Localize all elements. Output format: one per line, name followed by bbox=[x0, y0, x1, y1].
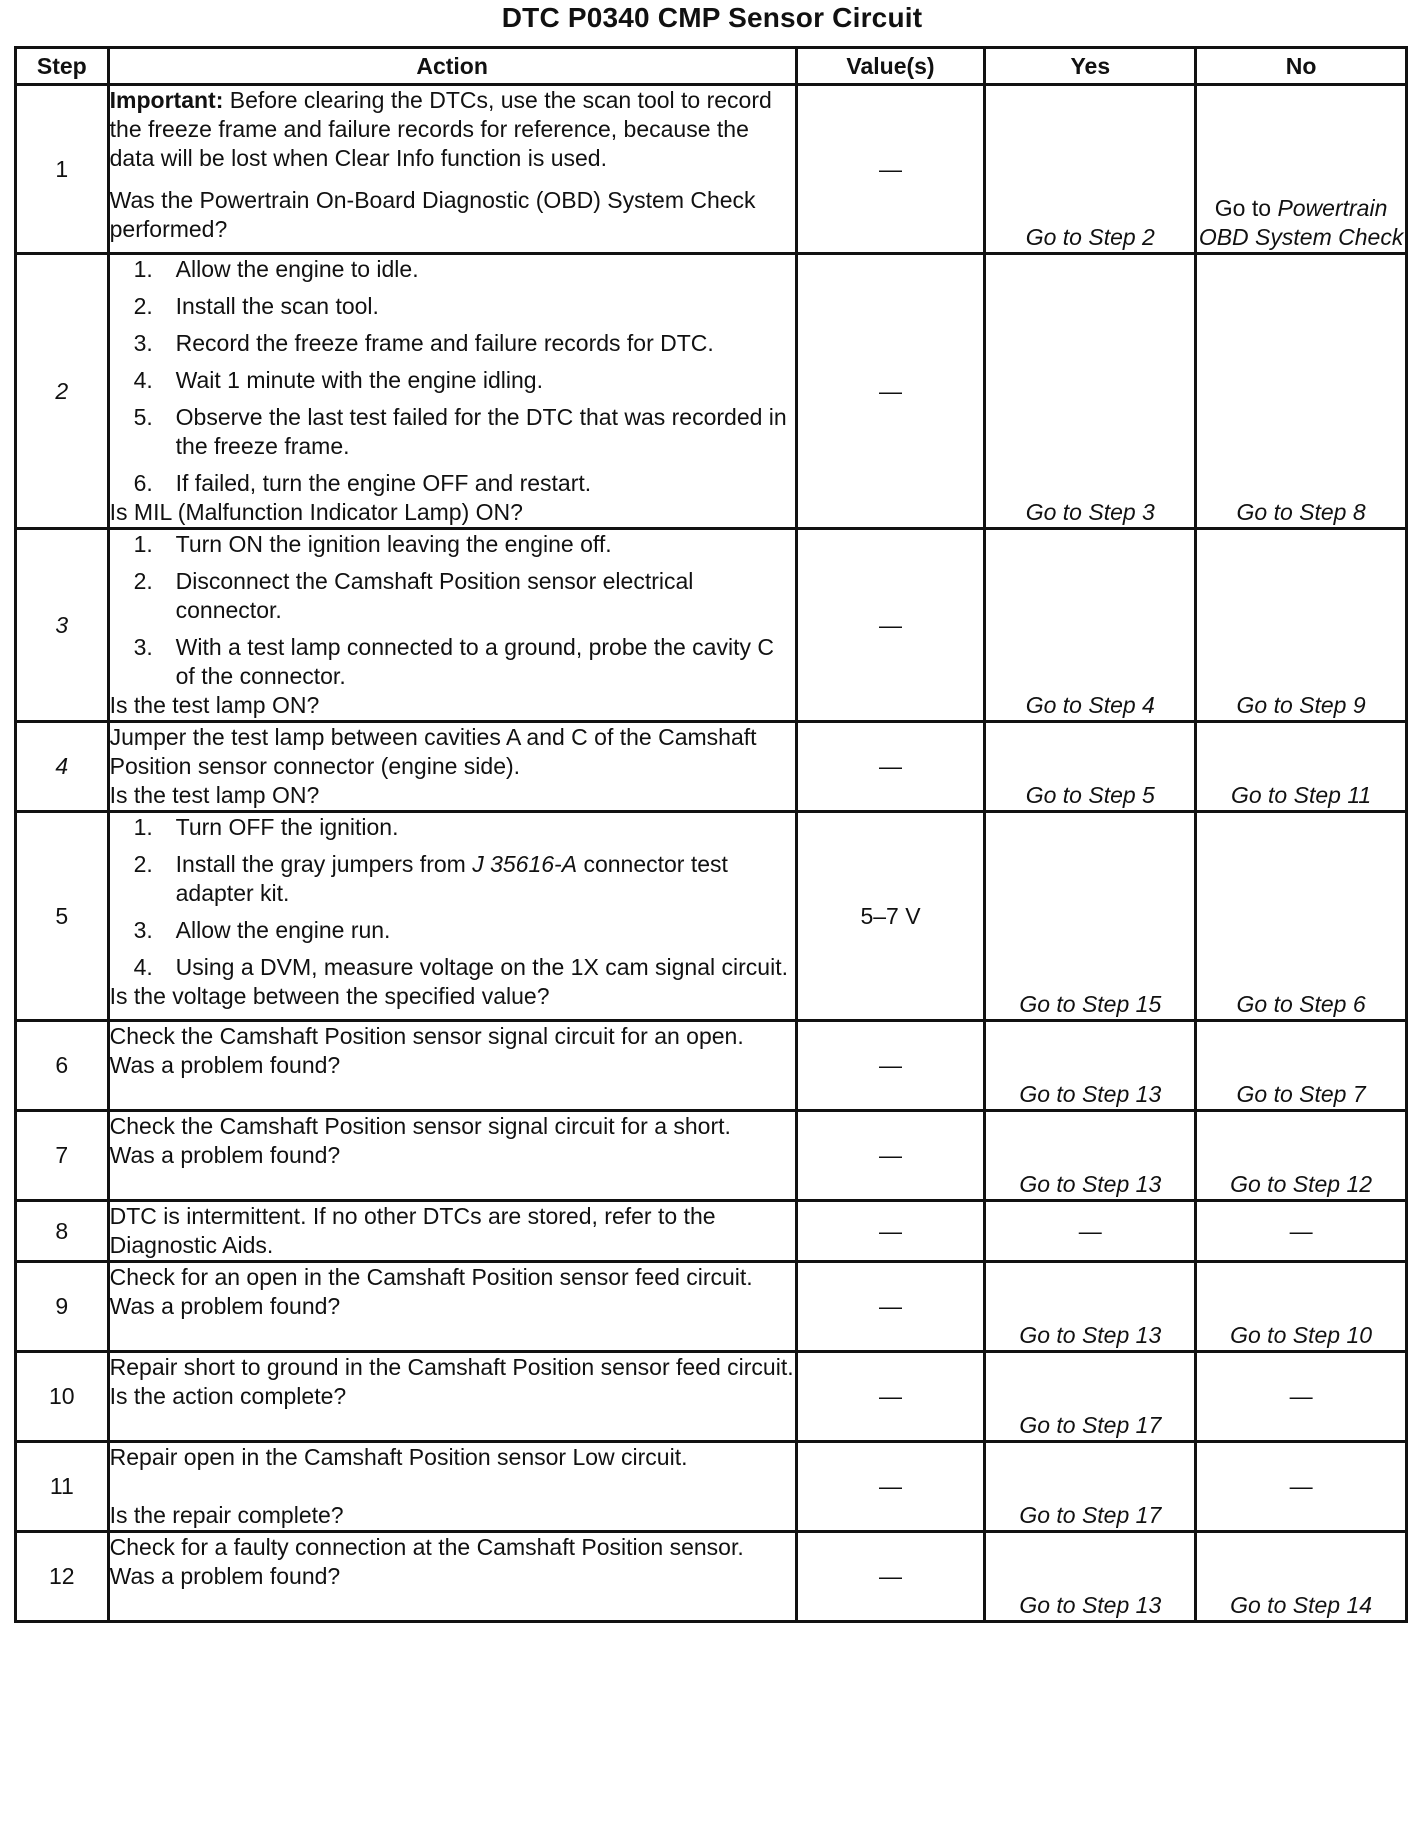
table-row bbox=[16, 529, 1407, 722]
step-number: 12 bbox=[16, 1532, 109, 1622]
no-cell: — bbox=[1196, 1442, 1407, 1532]
action-cell bbox=[108, 1532, 796, 1622]
no-cell: Go to Step 12 bbox=[1196, 1111, 1407, 1201]
no-cell: Go to Step 8 bbox=[1196, 254, 1407, 529]
step-number: 8 bbox=[16, 1201, 109, 1262]
yes-cell: Go to Step 17 bbox=[985, 1442, 1196, 1532]
no-prefix: Go to bbox=[1214, 195, 1278, 221]
no-cell: Go to Step 6 bbox=[1196, 812, 1407, 1021]
action-text: Check for a faulty connection at the Camshaft Position sensor. bbox=[109, 1534, 744, 1560]
table-row bbox=[16, 722, 1407, 812]
no-cell: Go to Step 10 bbox=[1196, 1262, 1407, 1352]
table-row bbox=[16, 1262, 1407, 1352]
list-item: 1. Allow the engine to idle. bbox=[133, 256, 419, 282]
question-text: Is the voltage between the specified value? bbox=[109, 983, 550, 1009]
step-number: 5 bbox=[16, 812, 109, 1021]
question-text: Was a problem found? bbox=[109, 1142, 341, 1168]
value-cell: — bbox=[796, 1352, 985, 1442]
procedure-list bbox=[110, 530, 795, 691]
no-cell: Go to Step 9 bbox=[1196, 529, 1407, 722]
step-number: 3 bbox=[16, 529, 109, 722]
step-number: 4 bbox=[16, 722, 109, 812]
table-row bbox=[16, 1111, 1407, 1201]
yes-cell: Go to Step 13 bbox=[985, 1111, 1196, 1201]
value-cell: — bbox=[796, 529, 985, 722]
question-text: Is the action complete? bbox=[109, 1383, 347, 1409]
list-item: 2. Install the gray jumpers from J 35616-A connector test adapter kit. bbox=[133, 851, 728, 906]
yes-cell: Go to Step 15 bbox=[985, 812, 1196, 1021]
question-text: Was the Powertrain On-Board Diagnostic (OBD) System Check performed? bbox=[109, 187, 756, 242]
table-header-row bbox=[16, 48, 1407, 85]
no-link-text: Powertrain OBD System Check bbox=[1198, 195, 1404, 250]
question-text: Is the test lamp ON? bbox=[109, 692, 320, 718]
action-text: Repair short to ground in the Camshaft Position sensor feed circuit. bbox=[109, 1354, 794, 1380]
value-cell: 5–7 V bbox=[796, 812, 985, 1021]
list-item: 3. Record the freeze frame and failure records for DTC. bbox=[133, 330, 714, 356]
action-cell bbox=[108, 529, 796, 722]
yes-cell: — bbox=[985, 1201, 1196, 1262]
value-cell: — bbox=[796, 1021, 985, 1111]
list-item: 1. Turn ON the ignition leaving the engine off. bbox=[133, 531, 612, 557]
table-row bbox=[16, 1442, 1407, 1532]
value-cell: — bbox=[796, 1532, 985, 1622]
action-cell bbox=[108, 1352, 796, 1442]
table-row bbox=[16, 1352, 1407, 1442]
action-cell bbox=[108, 1021, 796, 1111]
list-item: 2. Install the scan tool. bbox=[133, 293, 379, 319]
action-text: DTC is intermittent. If no other DTCs are stored, refer to the Diagnostic Aids. bbox=[109, 1203, 716, 1258]
table-row bbox=[16, 812, 1407, 1021]
procedure-list bbox=[110, 813, 795, 982]
header-no: No bbox=[1196, 48, 1407, 85]
list-item: 6. If failed, turn the engine OFF and restart. bbox=[133, 470, 592, 496]
action-cell bbox=[108, 1442, 796, 1532]
list-item: 5. Observe the last test failed for the DTC that was recorded in the freeze frame. bbox=[133, 404, 787, 459]
step-number: 7 bbox=[16, 1111, 109, 1201]
value-cell: — bbox=[796, 254, 985, 529]
step-number: 2 bbox=[16, 254, 109, 529]
value-cell: — bbox=[796, 1111, 985, 1201]
diagnostic-table bbox=[14, 46, 1408, 1623]
page-title: DTC P0340 CMP Sensor Circuit bbox=[501, 2, 923, 33]
important-text: Before clearing the DTCs, use the scan tool to record the freeze frame and failure records for reference, because the data will be lost when Clear Info function is used. bbox=[109, 87, 772, 171]
yes-cell: Go to Step 13 bbox=[985, 1532, 1196, 1622]
action-cell bbox=[108, 254, 796, 529]
no-cell: Go to Step 14 bbox=[1196, 1532, 1407, 1622]
important-label: Important: bbox=[109, 87, 224, 113]
yes-cell: Go to Step 2 bbox=[985, 85, 1196, 254]
question-text: Is MIL (Malfunction Indicator Lamp) ON? bbox=[109, 499, 523, 525]
table-row bbox=[16, 254, 1407, 529]
action-cell bbox=[108, 812, 796, 1021]
list-item: 4. Wait 1 minute with the engine idling. bbox=[133, 367, 543, 393]
header-yes: Yes bbox=[985, 48, 1196, 85]
tool-part-number: J 35616-A bbox=[472, 851, 578, 877]
action-text: Check the Camshaft Position sensor signal circuit for a short. bbox=[109, 1113, 731, 1139]
step-number: 6 bbox=[16, 1021, 109, 1111]
list-item: 1. Turn OFF the ignition. bbox=[133, 814, 399, 840]
list-item: 3. Allow the engine run. bbox=[133, 917, 391, 943]
step-number: 10 bbox=[16, 1352, 109, 1442]
action-cell bbox=[108, 1111, 796, 1201]
header-step: Step bbox=[16, 48, 109, 85]
no-cell bbox=[1196, 85, 1407, 254]
no-cell: — bbox=[1196, 1201, 1407, 1262]
question-text: Was a problem found? bbox=[109, 1052, 341, 1078]
yes-cell: Go to Step 5 bbox=[985, 722, 1196, 812]
list-item: 3. With a test lamp connected to a ground, probe the cavity C of the connector. bbox=[133, 634, 774, 689]
value-cell: — bbox=[796, 722, 985, 812]
question-text: Is the test lamp ON? bbox=[109, 782, 320, 808]
step-number: 9 bbox=[16, 1262, 109, 1352]
value-cell: — bbox=[796, 1201, 985, 1262]
action-cell bbox=[108, 85, 796, 254]
no-cell: Go to Step 7 bbox=[1196, 1021, 1407, 1111]
value-cell: — bbox=[796, 1262, 985, 1352]
table-row bbox=[16, 1021, 1407, 1111]
step-number: 1 bbox=[16, 85, 109, 254]
question-text: Was a problem found? bbox=[109, 1293, 341, 1319]
action-cell bbox=[108, 1262, 796, 1352]
table-row bbox=[16, 1201, 1407, 1262]
value-cell: — bbox=[796, 85, 985, 254]
table-row bbox=[16, 85, 1407, 254]
step-number: 11 bbox=[16, 1442, 109, 1532]
header-action: Action bbox=[108, 48, 796, 85]
no-cell: Go to Step 11 bbox=[1196, 722, 1407, 812]
action-cell bbox=[108, 722, 796, 812]
action-text: Repair open in the Camshaft Position sensor Low circuit. bbox=[109, 1444, 688, 1470]
header-values: Value(s) bbox=[796, 48, 985, 85]
question-text: Is the repair complete? bbox=[109, 1502, 344, 1528]
list-item: 4. Using a DVM, measure voltage on the 1X cam signal circuit. bbox=[133, 954, 788, 980]
action-text: Check the Camshaft Position sensor signal circuit for an open. bbox=[109, 1023, 744, 1049]
action-text: Jumper the test lamp between cavities A and C of the Camshaft Position sensor connector (engine side). bbox=[109, 724, 757, 779]
question-text: Was a problem found? bbox=[109, 1563, 341, 1589]
action-cell bbox=[108, 1201, 796, 1262]
procedure-list bbox=[110, 255, 795, 498]
action-text: Check for an open in the Camshaft Position sensor feed circuit. bbox=[109, 1264, 753, 1290]
yes-cell: Go to Step 13 bbox=[985, 1021, 1196, 1111]
value-cell: — bbox=[796, 1442, 985, 1532]
yes-cell: Go to Step 3 bbox=[985, 254, 1196, 529]
no-cell: — bbox=[1196, 1352, 1407, 1442]
yes-cell: Go to Step 13 bbox=[985, 1262, 1196, 1352]
yes-cell: Go to Step 4 bbox=[985, 529, 1196, 722]
yes-cell: Go to Step 17 bbox=[985, 1352, 1196, 1442]
list-item: 2. Disconnect the Camshaft Position sensor electrical connector. bbox=[133, 568, 694, 623]
table-row bbox=[16, 1532, 1407, 1622]
